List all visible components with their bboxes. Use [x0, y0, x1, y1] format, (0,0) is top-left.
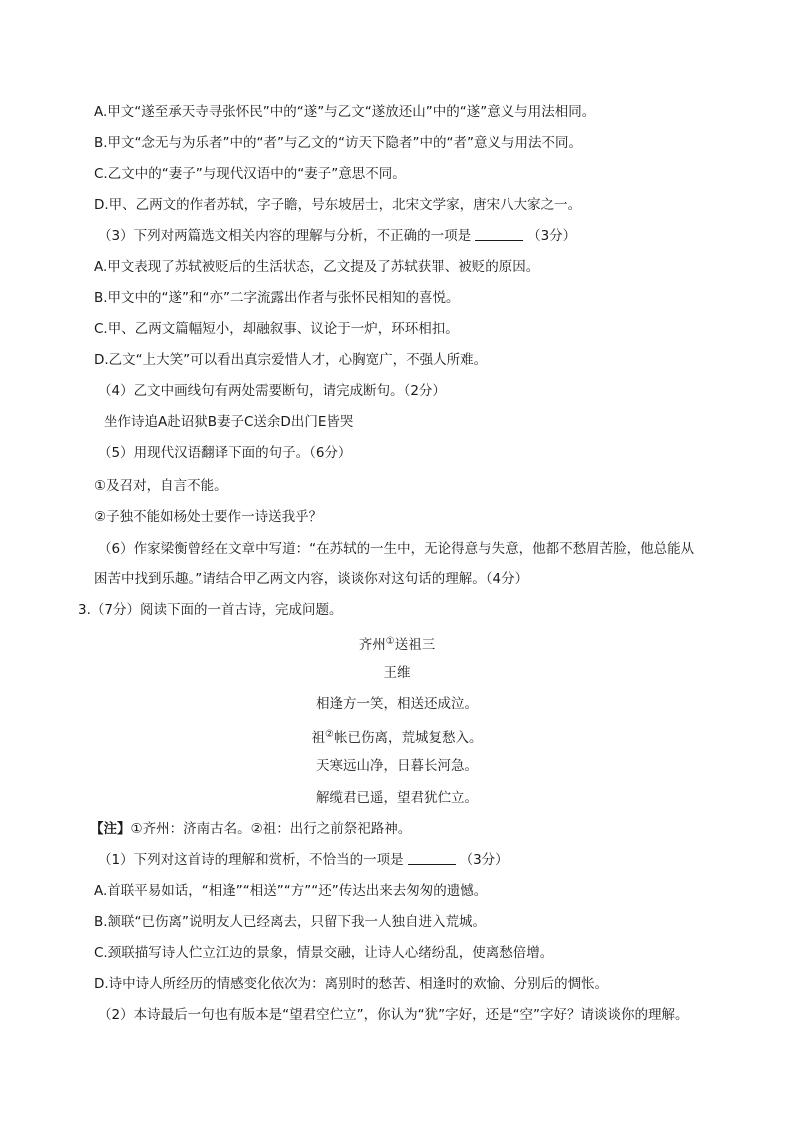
q3-sub-question-2-prompt: （2）本诗最后一句也有版本是“望君空伫立”，你认为“犹”字好，还是“空”字好？请谈谈你的理解。: [98, 1007, 689, 1023]
answer-blank[interactable]: [475, 228, 523, 241]
poem-line-2: [0, 726, 794, 747]
question-3-header: 3.（7分）阅读下面的一首古诗，完成问题。: [78, 602, 343, 618]
option-c: C.乙文中的“妻子”与现代汉语中的“妻子”意思不同。: [94, 166, 406, 182]
footnote-marker-2: ②: [325, 729, 334, 740]
translation-item-2: ②子独不能如杨处士要作一诗送我乎？: [94, 509, 323, 525]
poem-line-2-part-a: 祖: [311, 730, 326, 746]
poem-title-part-a: 齐州: [358, 637, 386, 653]
points-label: （3分）: [459, 852, 509, 868]
sub-question-4-prompt: （4）乙文中画线句有两处需要断句，请完成断句。（2分）: [98, 383, 446, 399]
points-label: （3分）: [527, 228, 577, 244]
option-a: A.甲文“遂至承天寺寻张怀民”中的“遂”与乙文“遂放还山”中的“遂”意义与用法相同。: [94, 104, 596, 120]
option-c: C.甲、乙两文篇幅短小，却融叙事、议论于一炉，环环相扣。: [94, 321, 459, 337]
prompt-text: （1）下列对这首诗的理解和赏析，不恰当的一项是: [98, 852, 404, 868]
option-a: A.甲文表现了苏轼被贬后的生活状态，乙文提及了苏轼获罪、被贬的原因。: [94, 259, 540, 275]
option-d: D.甲、乙两文的作者苏轼，字子瞻，号东坡居士，北宋文学家，唐宋八大家之一。: [94, 197, 582, 213]
option-a: A.首联平易如话，“相逢”“相送”“方”“还”传达出来去匆匆的遗憾。: [94, 883, 488, 899]
poem-notes: [90, 820, 411, 838]
option-b: B.甲文“念无与为乐者”中的“者”与乙文的“访天下隐者”中的“者”意义与用法不同。: [94, 135, 583, 151]
sub-question-6-line-1: （6）作家梁衡曾经在文章中写道：“在苏轼的一生中，无论得意与失意，他都不愁眉苦脸，他总能从: [98, 541, 695, 557]
poem-line-3: 天寒远山净，日暮长河急。: [316, 758, 478, 774]
poem-line-1: 相逢方一笑，相送还成泣。: [316, 696, 478, 712]
sub-question-3-prompt: [98, 227, 576, 245]
footnote-marker-1: ①: [385, 636, 395, 647]
q3-sub-question-1-prompt: [98, 851, 509, 869]
answer-blank[interactable]: [408, 852, 456, 865]
sentence-to-punctuate: 坐作诗追A赴诏狱B妻子C送余D出门E皆哭: [104, 414, 354, 430]
poem-author: 王维: [383, 665, 411, 681]
prompt-text: （3）下列对两篇选文相关内容的理解与分析，不正确的一项是: [98, 228, 472, 244]
poem-line-2-part-b: 帐已伤离，荒城复愁入。: [333, 730, 483, 746]
option-c: C.颈联描写诗人伫立江边的景象，情景交融，让诗人心绪纷乱，使离愁倍增。: [94, 945, 554, 961]
poem-title-part-b: 送祖三: [394, 637, 436, 653]
option-d: D.乙文“上大笑”可以看出真宗爱惜人才，心胸宽广，不强人所难。: [94, 352, 488, 368]
sub-question-6-line-2: 困苦中找到乐趣。”请结合甲乙两文内容，谈谈你对这句话的理解。（4分）: [94, 571, 529, 587]
sub-question-5-prompt: （5）用现代汉语翻译下面的句子。（6分）: [98, 445, 352, 461]
option-b: B.颔联“已伤离”说明友人已经离去，只留下我一人独自进入荒城。: [94, 914, 487, 930]
poem-line-4: 解缆君已遥，望君犹伫立。: [316, 790, 478, 806]
option-d: D.诗中诗人所经历的情感变化依次为：离别时的愁苦、相逢时的欢愉、分别后的惆怅。: [94, 976, 609, 992]
note-label: 【注】: [90, 821, 131, 837]
option-b: B.甲文中的“遂”和“亦”二字流露出作者与张怀民相知的喜悦。: [94, 290, 460, 306]
translation-item-1: ①及召对，自言不能。: [94, 478, 228, 494]
note-text: ①齐州：济南古名。②祖：出行之前祭祀路神。: [130, 821, 412, 837]
poem-title: [0, 633, 794, 654]
